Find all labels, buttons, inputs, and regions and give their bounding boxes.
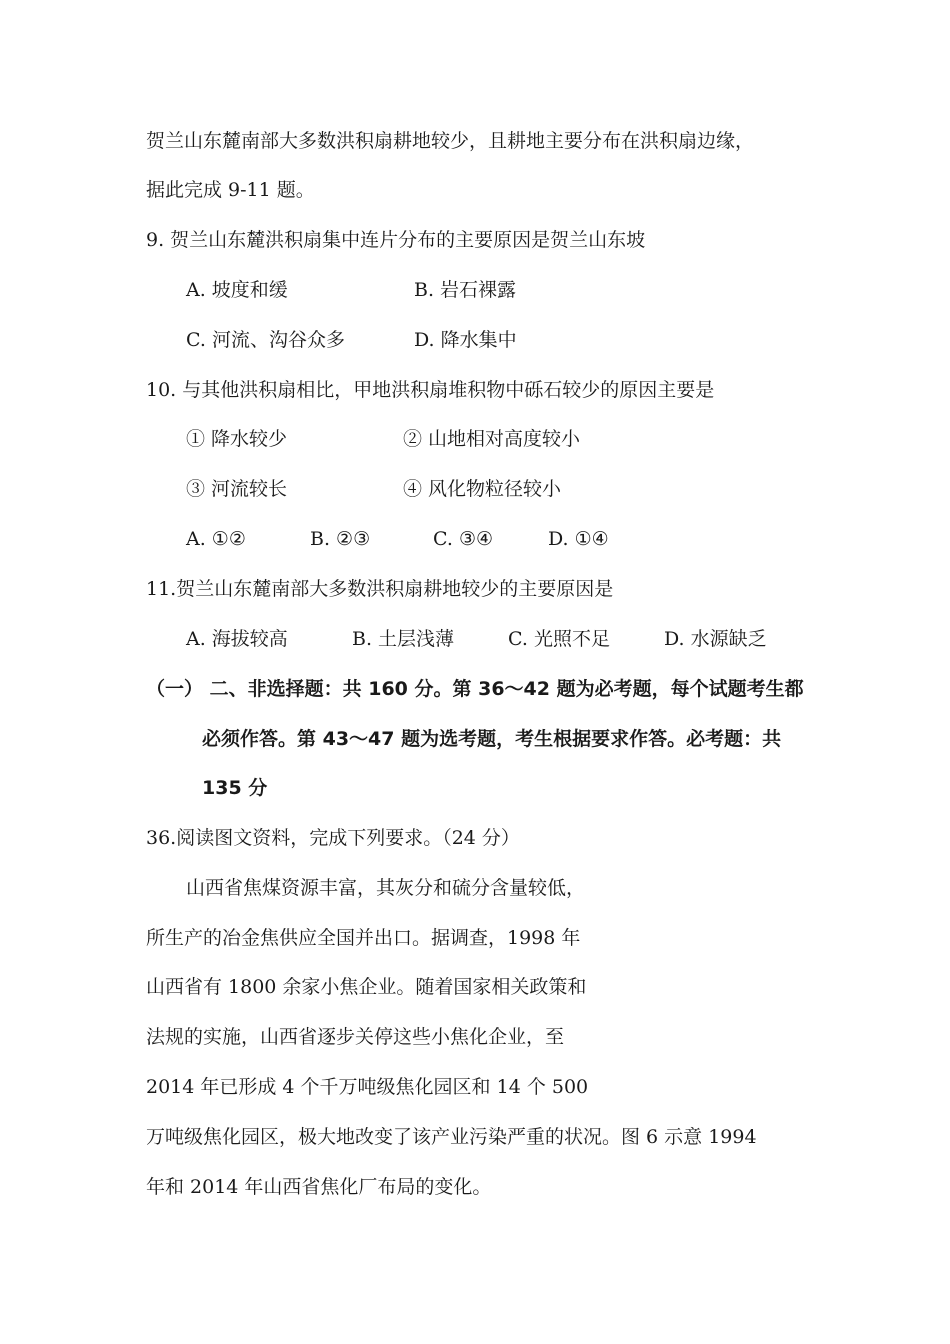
question-36-paragraph-line-7: 年和 2014 年山西省焦化厂布局的变化。 <box>146 1176 492 1198</box>
question-9-option-d: D. 降水集中 <box>414 329 517 351</box>
intro-line-2: 据此完成 9-11 题。 <box>146 179 315 201</box>
question-36-paragraph-line-1: 山西省焦煤资源丰富，其灰分和硫分含量较低， <box>186 877 586 899</box>
question-9-option-a: A. 坡度和缓 <box>186 279 288 301</box>
question-10-statement-4: ④ 风化物粒径较小 <box>403 478 562 500</box>
question-36-paragraph-line-6: 万吨级焦化园区，极大地改变了该产业污染严重的状况。图 6 示意 1994 <box>146 1126 757 1148</box>
question-11-stem: 11.贺兰山东麓南部大多数洪积扇耕地较少的主要原因是 <box>146 578 614 600</box>
question-11-option-a: A. 海拔较高 <box>186 628 288 650</box>
question-11-option-b: B. 土层浅薄 <box>352 628 455 650</box>
question-36-paragraph-line-5: 2014 年已形成 4 个千万吨级焦化园区和 14 个 500 <box>146 1076 589 1098</box>
question-36-stem: 36.阅读图文资料，完成下列要求。（24 分） <box>146 827 520 849</box>
section-2-heading-line-1: （一） 二、非选择题：共 160 分。第 36～42 题为必考题，每个试题考生都 <box>146 678 804 700</box>
question-10-statement-1: ① 降水较少 <box>186 428 288 450</box>
question-36-paragraph-line-2: 所生产的冶金焦供应全国并出口。据调查，1998 年 <box>146 927 581 949</box>
question-10-statement-3: ③ 河流较长 <box>186 478 288 500</box>
question-10-option-b: B. ②③ <box>310 528 371 550</box>
question-10-option-d: D. ①④ <box>548 528 609 550</box>
question-36-paragraph-line-3: 山西省有 1800 余家小焦企业。随着国家相关政策和 <box>146 976 587 998</box>
question-10-statement-2: ② 山地相对高度较小 <box>403 428 581 450</box>
question-11-option-d: D. 水源缺乏 <box>664 628 767 650</box>
question-9-option-c: C. 河流、沟谷众多 <box>186 329 345 351</box>
section-2-heading-line-3: 135 分 <box>202 777 268 799</box>
question-9-stem: 9. 贺兰山东麓洪积扇集中连片分布的主要原因是贺兰山东坡 <box>146 229 646 251</box>
section-2-heading-line-2: 必须作答。第 43～47 题为选考题，考生根据要求作答。必考题：共 <box>202 728 782 750</box>
intro-line-1: 贺兰山东麓南部大多数洪积扇耕地较少，且耕地主要分布在洪积扇边缘， <box>146 130 755 152</box>
question-10-option-c: C. ③④ <box>433 528 494 550</box>
question-10-stem: 10. 与其他洪积扇相比，甲地洪积扇堆积物中砾石较少的原因主要是 <box>146 379 715 401</box>
question-36-paragraph-line-4: 法规的实施，山西省逐步关停这些小焦化企业，至 <box>146 1026 565 1048</box>
question-11-option-c: C. 光照不足 <box>508 628 610 650</box>
question-10-option-a: A. ①② <box>186 528 246 550</box>
question-9-option-b: B. 岩石裸露 <box>414 279 517 301</box>
